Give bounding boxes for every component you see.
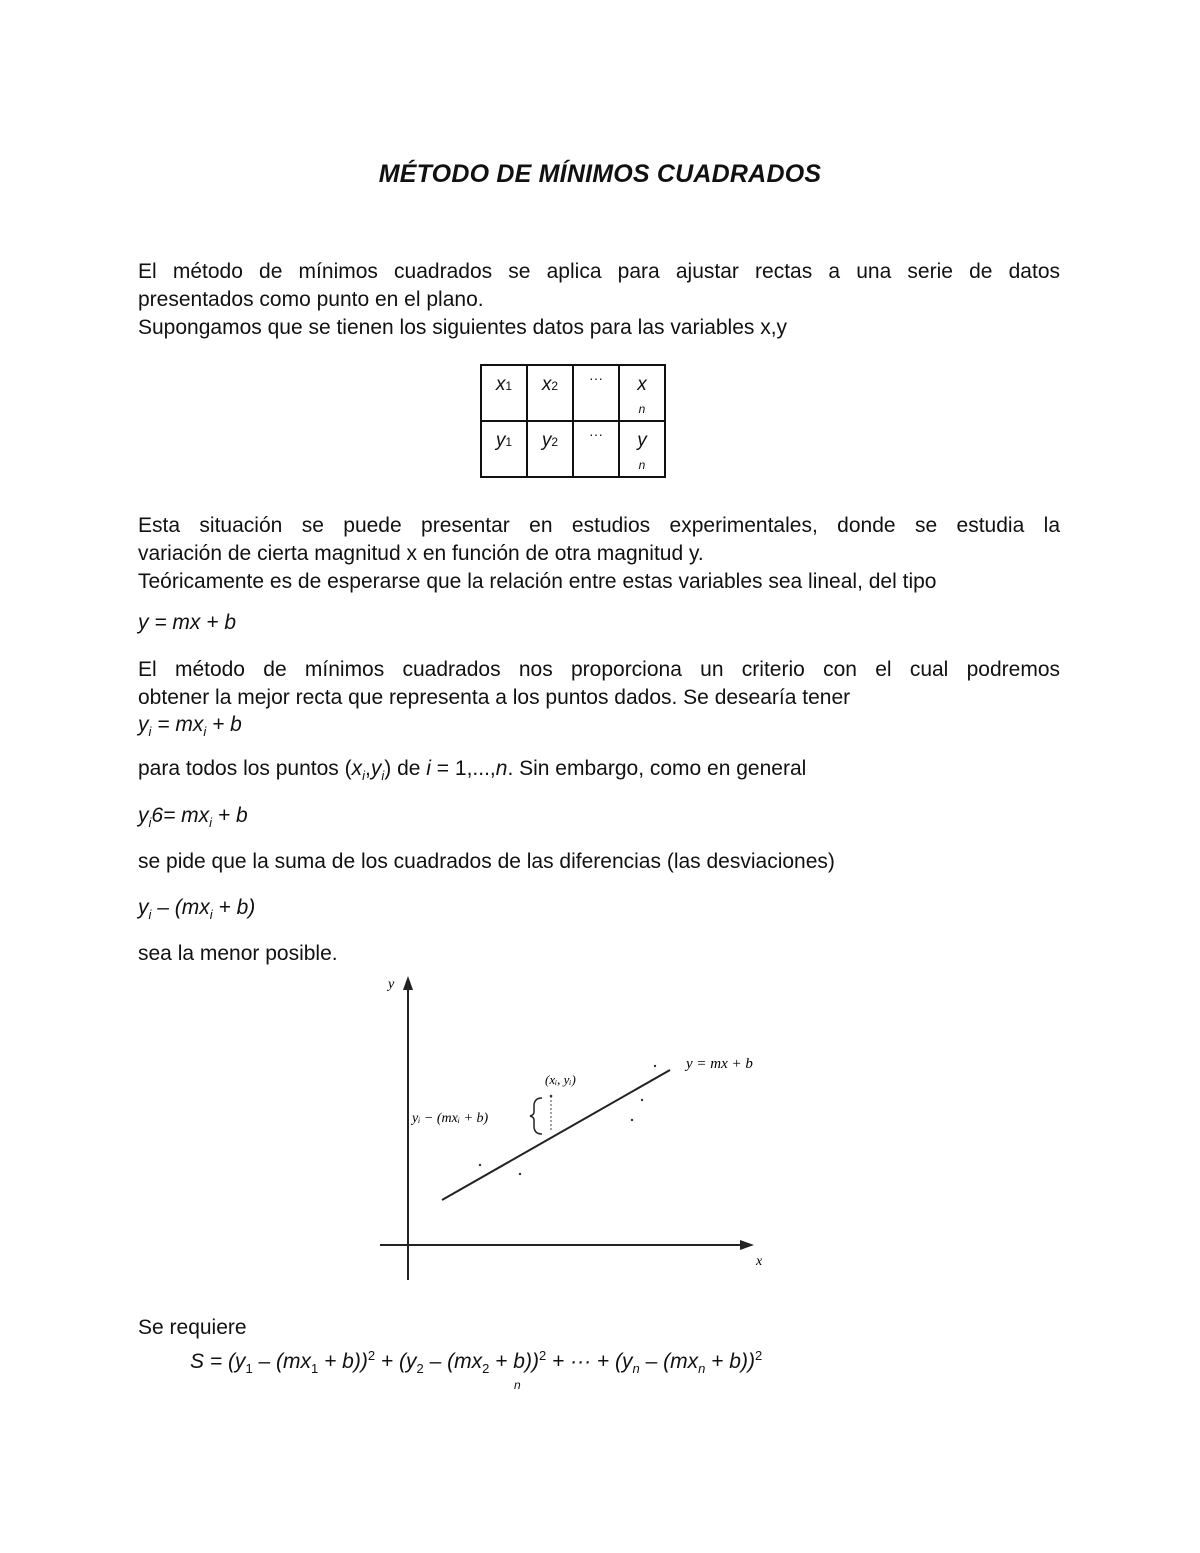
situation-paragraph bbox=[138, 512, 1060, 540]
situation-line-2: variación de cierta magnitud x en función de otra magnitud y. bbox=[138, 542, 704, 565]
formula-sub3: 2 bbox=[416, 1361, 424, 1377]
formula-sub4: 2 bbox=[482, 1361, 490, 1377]
sum-of-squares-formula bbox=[190, 1348, 762, 1376]
deviation-brace bbox=[530, 1098, 542, 1134]
equation-yi bbox=[138, 713, 242, 739]
formula-sub5: n bbox=[632, 1361, 640, 1377]
table-cell-xn bbox=[619, 365, 665, 421]
x-axis-label: x bbox=[756, 1254, 763, 1269]
formula-g: – (mx bbox=[639, 1350, 699, 1373]
eq-neq-sub1: i bbox=[148, 815, 152, 831]
formula-f: + ··· + (y bbox=[546, 1350, 633, 1373]
equation-deviation bbox=[138, 896, 255, 922]
data-point bbox=[654, 1065, 656, 1067]
data-point bbox=[479, 1164, 481, 1166]
cell-y1-var: y bbox=[495, 430, 506, 451]
cell-dots-bottom: ··· bbox=[589, 426, 603, 442]
formula-a: – (mx bbox=[252, 1350, 312, 1373]
equation-neq bbox=[138, 804, 248, 830]
equation-linear: y = mx + b bbox=[138, 611, 237, 634]
requires-line: Se requiere bbox=[138, 1316, 247, 1339]
formula-c: + (y bbox=[375, 1350, 417, 1373]
eq-yi-end: + b bbox=[212, 713, 242, 736]
formula-d: – (mx bbox=[423, 1350, 483, 1373]
page-title: MÉTODO DE MÍNIMOS CUADRADOS bbox=[378, 160, 822, 188]
forall-c: = 1,..., bbox=[430, 757, 496, 780]
formula-sup1: 2 bbox=[367, 1348, 376, 1363]
table-row-y bbox=[481, 421, 665, 477]
table-cell-x1 bbox=[481, 365, 527, 421]
formula-s: S = (y bbox=[190, 1350, 246, 1373]
forall-yi: i bbox=[381, 768, 385, 784]
regression-figure bbox=[370, 970, 790, 1290]
situation-paragraph-cont bbox=[138, 540, 1060, 596]
cell-x1-sub: 1 bbox=[505, 379, 513, 393]
formula-h: + b)) bbox=[705, 1350, 755, 1373]
table-cell-yn bbox=[619, 421, 665, 477]
data-point bbox=[550, 1095, 553, 1098]
deviation-label: yᵢ − (mxᵢ + b) bbox=[412, 1111, 489, 1126]
cell-x1-var: x bbox=[495, 374, 506, 395]
regression-line bbox=[442, 1070, 670, 1200]
intro-line-2: presentados como punto en el plano. bbox=[138, 288, 484, 311]
table-row-x bbox=[481, 365, 665, 421]
eq-dev-sub1: i bbox=[148, 907, 152, 923]
method-line-1: El método de mínimos cuadrados nos proporciona un criterio con el cual podremos bbox=[138, 658, 1060, 681]
cell-x2-var: x bbox=[541, 374, 552, 395]
method-paragraph-cont bbox=[138, 684, 1060, 712]
forall-d: . Sin embargo, como en general bbox=[507, 757, 807, 780]
regression-line-label: y = mx + b bbox=[686, 1056, 753, 1072]
eq-yi-y: y bbox=[138, 713, 149, 736]
cell-yn-var: y bbox=[637, 430, 647, 451]
forall-b: ) de bbox=[384, 757, 427, 780]
y-axis-arrow-icon bbox=[403, 976, 413, 990]
forall-n: n bbox=[495, 757, 508, 780]
cell-xn-sub: n bbox=[638, 402, 646, 416]
eq-neq-end: + b bbox=[217, 804, 248, 827]
situation-line-3: Teóricamente es de esperarse que la relación entre estas variables sea lineal, del tipo bbox=[138, 570, 937, 593]
intro-paragraph bbox=[138, 258, 1060, 286]
formula-stray-n: n bbox=[514, 1378, 521, 1392]
eq-yi-sub1: i bbox=[148, 724, 152, 740]
eq-yi-sub2: i bbox=[203, 724, 207, 740]
cell-yn-sub: n bbox=[638, 458, 646, 472]
table-cell-dots-top bbox=[573, 365, 619, 421]
situation-line-1: Esta situación se puede presentar en estudios experimentales, donde se estudia la bbox=[138, 514, 1060, 537]
method-line-2: obtener la mejor recta que representa a los puntos dados. Se desearía tener bbox=[138, 686, 851, 709]
cell-y2-var: y bbox=[541, 430, 552, 451]
eq-neq-y: y bbox=[138, 804, 149, 827]
y-axis-label: y bbox=[388, 977, 395, 992]
formula-sup2: 2 bbox=[538, 1348, 547, 1363]
data-point bbox=[641, 1099, 643, 1101]
x-axis-arrow-icon bbox=[740, 1240, 754, 1250]
table-cell-x2 bbox=[527, 365, 573, 421]
forall-comma: , bbox=[365, 757, 371, 780]
eq-dev-sub2: i bbox=[209, 907, 213, 923]
formula-e: + b)) bbox=[489, 1350, 539, 1373]
formula-b: + b)) bbox=[318, 1350, 368, 1373]
cell-dots-top: ··· bbox=[589, 370, 603, 386]
method-paragraph bbox=[138, 656, 1060, 684]
point-label: (xᵢ, yᵢ) bbox=[545, 1072, 576, 1087]
forall-y: y bbox=[370, 757, 382, 780]
data-table bbox=[480, 364, 666, 478]
eq-neq-mid: 6= mx bbox=[151, 804, 210, 827]
eq-dev-mid: – (mx bbox=[157, 896, 210, 919]
ask-line: se pide que la suma de los cuadrados de las diferencias (las desviaciones) bbox=[138, 850, 835, 873]
cell-y2-sub: 2 bbox=[551, 435, 559, 449]
table-cell-y2 bbox=[527, 421, 573, 477]
forall-xi: i bbox=[362, 768, 366, 784]
formula-sub6: n bbox=[698, 1361, 706, 1377]
forall-line bbox=[138, 757, 806, 783]
intro-line-1: El método de mínimos cuadrados se aplica para ajustar rectas a una serie de datos bbox=[138, 260, 1060, 283]
table-cell-y1 bbox=[481, 421, 527, 477]
eq-dev-y: y bbox=[138, 896, 149, 919]
data-point bbox=[519, 1173, 521, 1175]
cell-xn-var: x bbox=[637, 374, 647, 395]
eq-neq-sub2: i bbox=[209, 815, 213, 831]
forall-x: x bbox=[351, 757, 363, 780]
cell-x2-sub: 2 bbox=[551, 379, 559, 393]
intro-paragraph-cont bbox=[138, 286, 1060, 342]
intro-line-3: Supongamos que se tienen los siguientes datos para las variables x,y bbox=[138, 316, 788, 339]
forall-a: para todos los puntos ( bbox=[138, 757, 352, 780]
eq-dev-end: + b) bbox=[218, 896, 256, 919]
table-cell-dots-bottom bbox=[573, 421, 619, 477]
formula-sup3: 2 bbox=[754, 1348, 763, 1363]
formula-sub1: 1 bbox=[245, 1361, 253, 1377]
cell-y1-sub: 1 bbox=[505, 435, 513, 449]
least-line: sea la menor posible. bbox=[138, 942, 338, 965]
formula-sub2: 1 bbox=[311, 1361, 319, 1377]
forall-i: i bbox=[426, 757, 431, 780]
data-point bbox=[631, 1119, 633, 1121]
eq-yi-mid: = mx bbox=[157, 713, 204, 736]
